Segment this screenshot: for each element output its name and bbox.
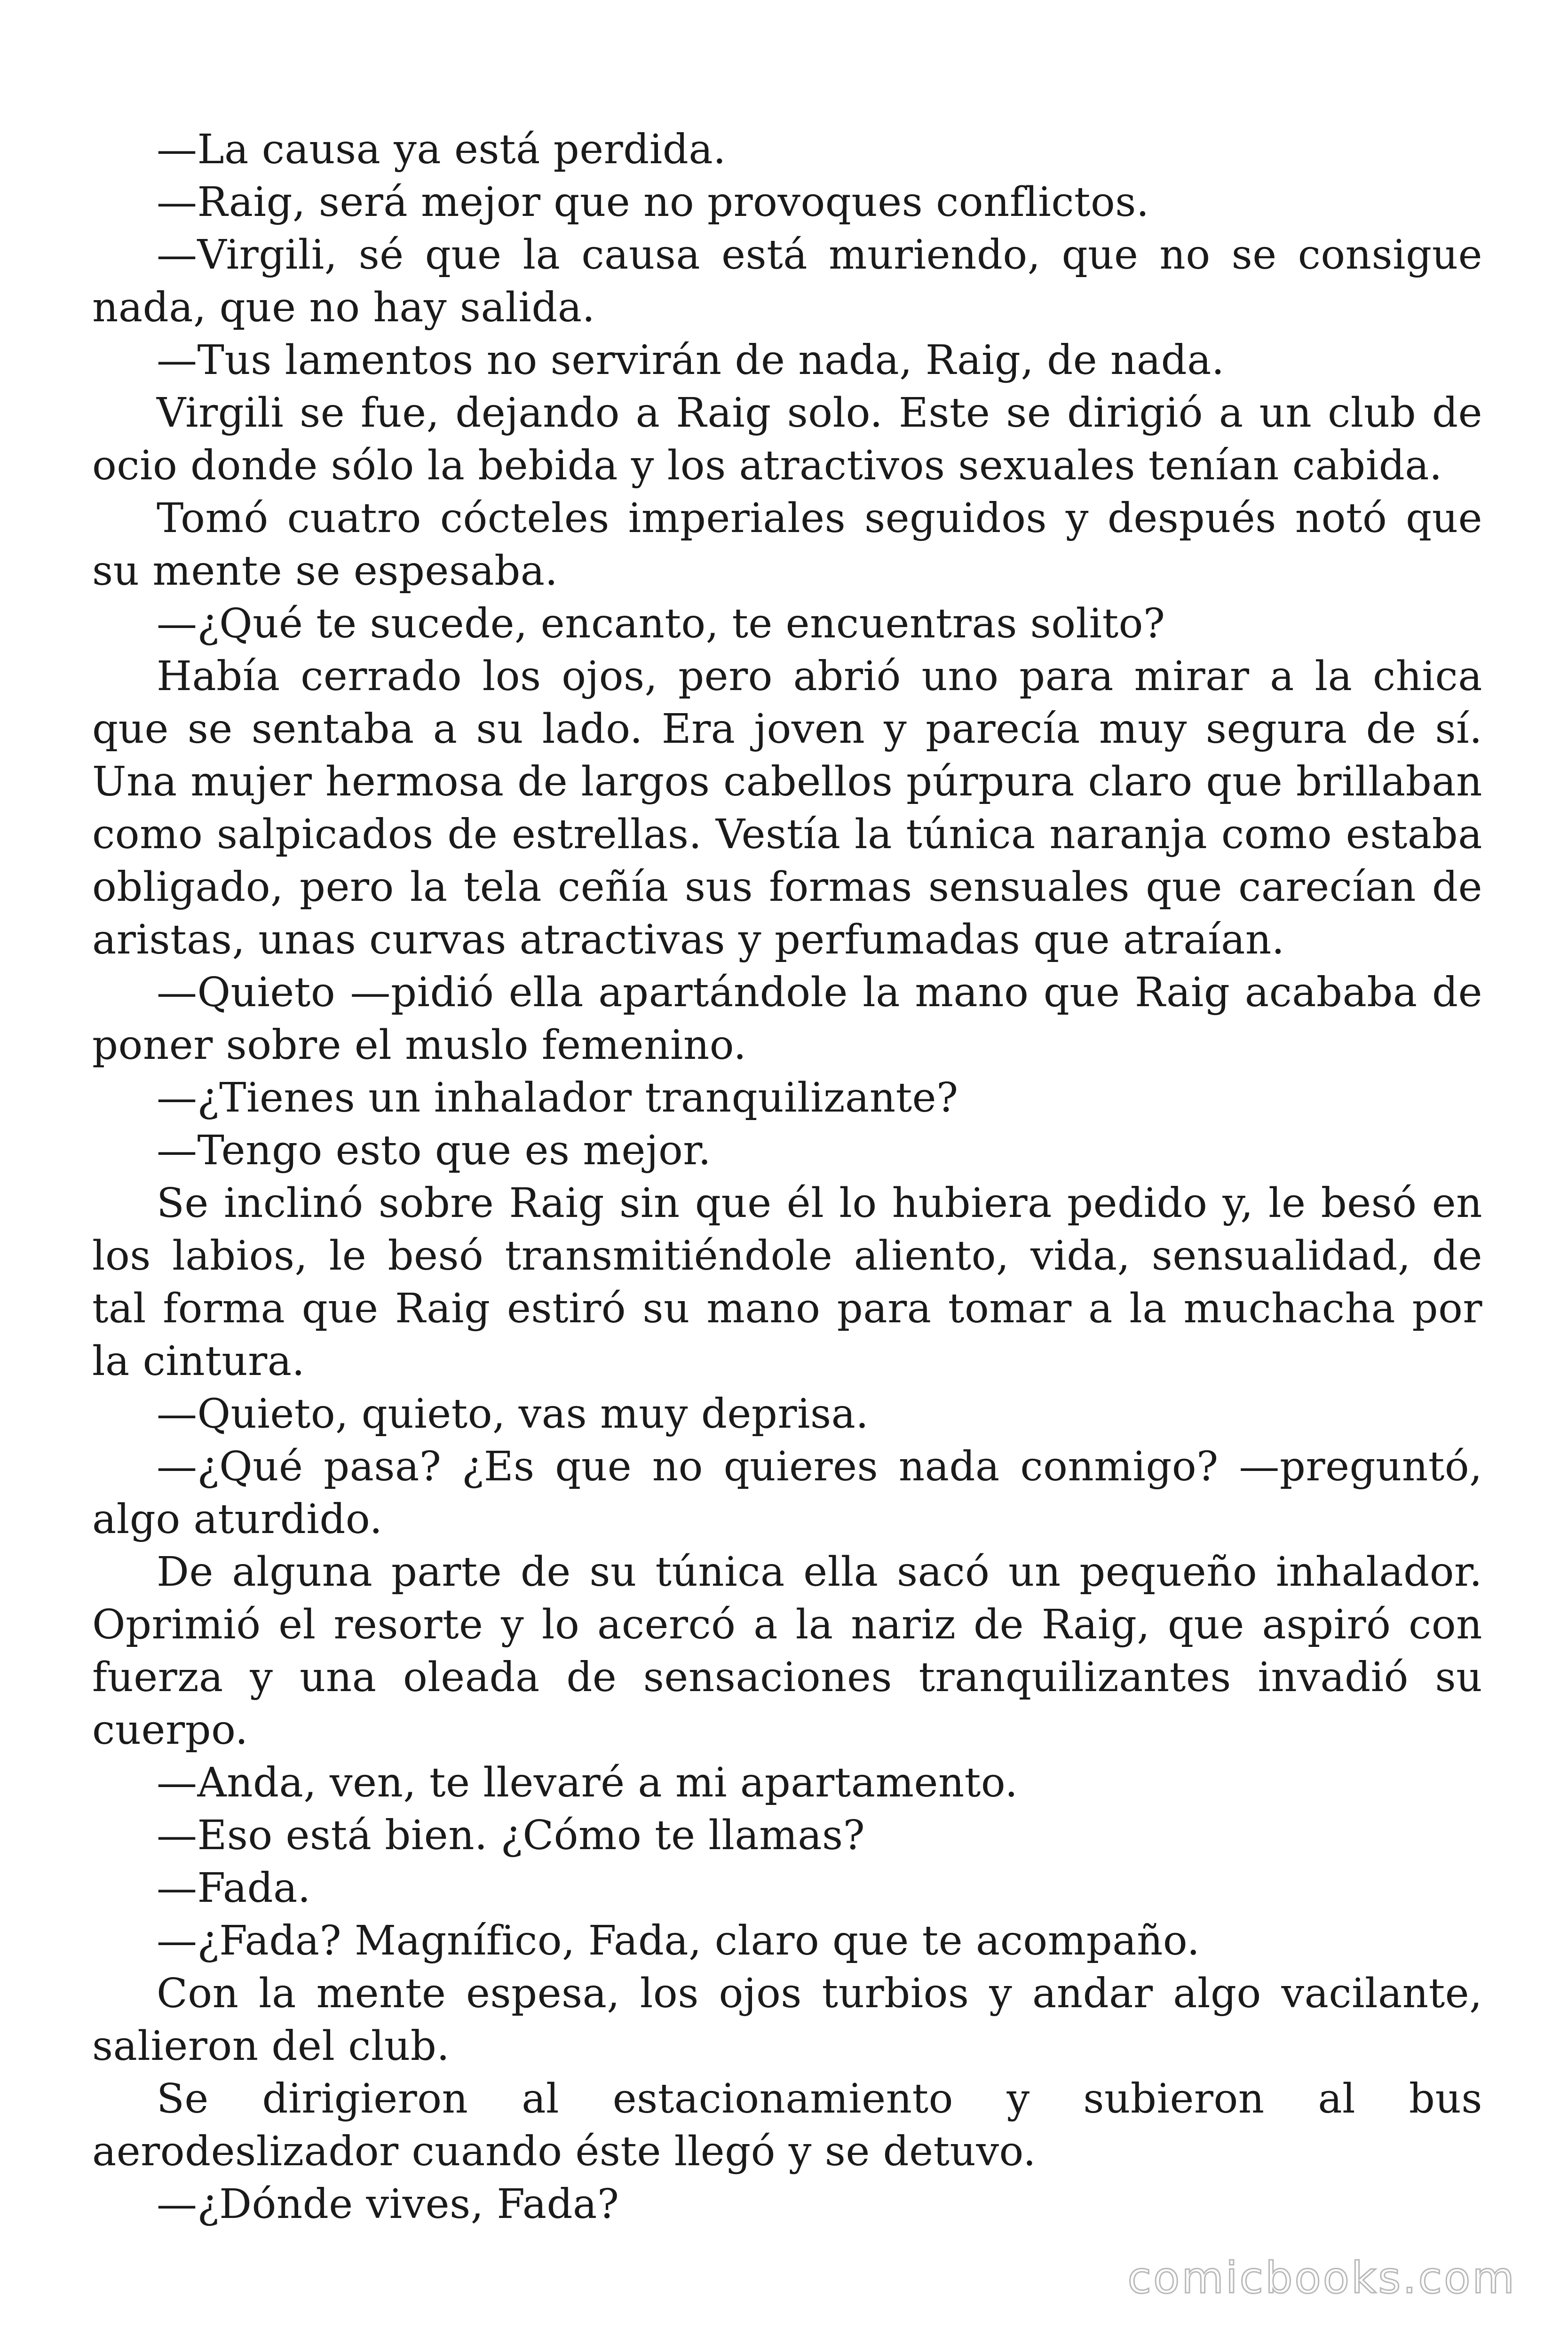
- page-body-text: [92, 123, 1482, 2231]
- paragraph: Virgili se fue, dejando a Raig solo. Este se dirigió a un club de ocio donde sólo la bebida y los atractivos sexuales tenían cabida.: [92, 389, 1482, 489]
- watermark: comicbooks.com: [1127, 2253, 1516, 2303]
- paragraph: —¿Fada? Magnífico, Fada, claro que te acompaño.: [157, 1917, 1200, 1964]
- paragraph: —Quieto, quieto, vas muy deprisa.: [157, 1391, 869, 1438]
- paragraph: —Raig, será mejor que no provoques conflictos.: [157, 179, 1149, 226]
- paragraph: —La causa ya está perdida.: [157, 126, 726, 173]
- paragraph: Había cerrado los ojos, pero abrió uno para mirar a la chica que se sentaba a su lado. Era joven y parecía muy segura de sí. Una mujer hermosa de largos cabellos púrpura claro que brillaban como salpicados de estrellas. Vestía la túnica naranja como estaba obligado, pero la tela ceñía sus formas sensuales que carecían de aristas, unas curvas atractivas y perfumadas que atraían.: [92, 653, 1482, 963]
- paragraph: Se dirigieron al estacionamiento y subieron al bus aerodeslizador cuando éste llegó y se detuvo.: [92, 2075, 1482, 2175]
- paragraph: —Virgili, sé que la causa está muriendo, que no se consigue nada, que no hay salida.: [92, 231, 1482, 331]
- paragraph: —Tus lamentos no servirán de nada, Raig, de nada.: [157, 337, 1225, 384]
- paragraph: —Tengo esto que es mejor.: [157, 1127, 712, 1174]
- paragraph: Tomó cuatro cócteles imperiales seguidos y después notó que su mente se espesaba.: [92, 495, 1482, 595]
- paragraph: —Anda, ven, te llevaré a mi apartamento.: [157, 1759, 1018, 1806]
- paragraph: De alguna parte de su túnica ella sacó un pequeño inhalador. Oprimió el resorte y lo acercó a la nariz de Raig, que aspiró con fuerza y una oleada de sensaciones tranquilizantes invadió su cuerpo.: [92, 1549, 1482, 1754]
- paragraph: —Quieto —pidió ella apartándole la mano que Raig acababa de poner sobre el muslo femenino.: [92, 969, 1482, 1069]
- paragraph: —¿Tienes un inhalador tranquilizante?: [157, 1074, 958, 1121]
- paragraph: —¿Dónde vives, Fada?: [157, 2181, 619, 2228]
- paragraph: —¿Qué pasa? ¿Es que no quieres nada conmigo? —preguntó, algo aturdido.: [92, 1443, 1482, 1543]
- paragraph: —¿Qué te sucede, encanto, te encuentras solito?: [157, 600, 1165, 647]
- paragraph: Se inclinó sobre Raig sin que él lo hubiera pedido y, le besó en los labios, le besó transmitiéndole aliento, vida, sensualidad, de tal forma que Raig estiró su mano para tomar a la muchacha por la cintura.: [92, 1180, 1482, 1385]
- paragraph: —Fada.: [157, 1865, 311, 1912]
- paragraph: —Eso está bien. ¿Cómo te llamas?: [157, 1812, 865, 1859]
- paragraph: Con la mente espesa, los ojos turbios y andar algo vacilante, salieron del club.: [92, 1970, 1482, 2070]
